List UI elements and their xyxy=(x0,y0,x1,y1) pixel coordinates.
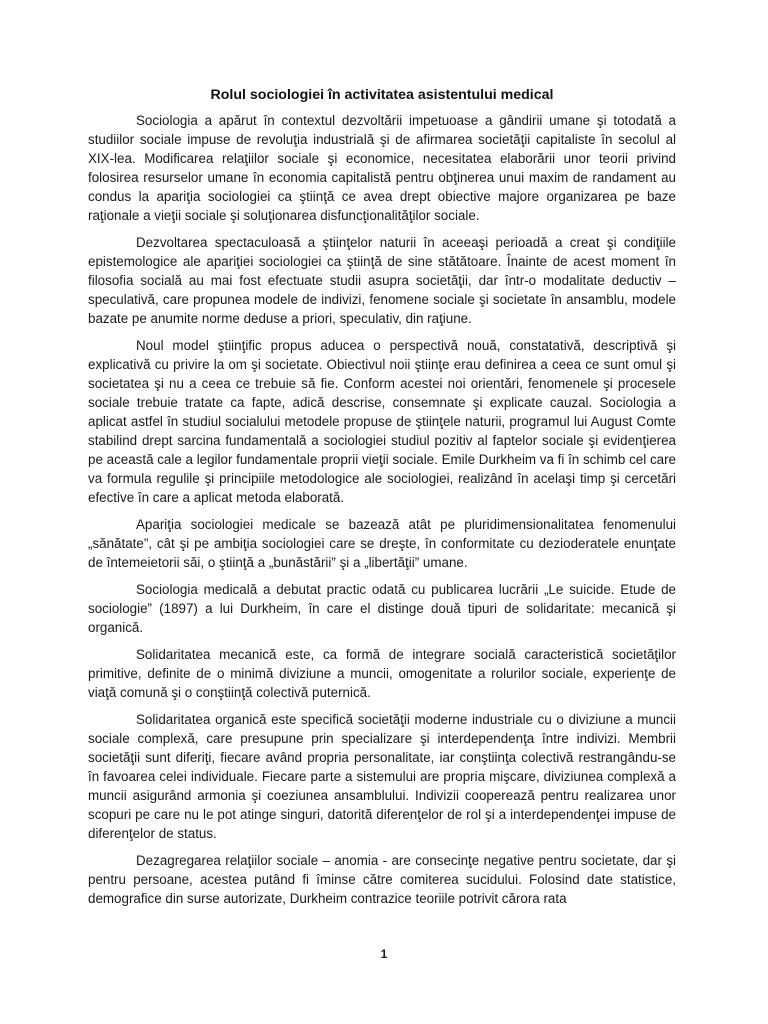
document-title: Rolul sociologiei în activitatea asistentului medical xyxy=(210,87,554,103)
document-body xyxy=(88,86,676,916)
page-number: 1 xyxy=(380,947,388,961)
paragraph-8: Dezagregarea relaţiilor sociale – anomia - are consecinţe negative pentru societate, dar şi pentru persoane, acestea putând fi îminse către comiterea sucidului. Folosind date statistice, demografice din surse autorizate, Durkheim contrazice teoriile potrivit cărora rata xyxy=(88,853,676,906)
paragraph-7: Solidaritatea organică este specifică societăţii moderne industriale cu o diviziune a muncii sociale complexă, care presupune prin specializare şi interdependenţa între indivizi. Membrii societăţii sunt diferiţi, fiecare având propria personalitate, iar conştiinţa colectivă restrangându-se în favoarea celei individuale. Fiecare parte a sistemului are propria mişcare, diviziunea complexă a muncii asigurând armonia şi coeziunea ansamblului. Indivizii cooperează pentru realizarea unor scopuri pe care nu le pot atinge singuri, datorită diferenţelor de rol şi a interdependenţei impuse de diferenţelor de status. xyxy=(88,712,676,841)
paragraph-6: Solidaritatea mecanică este, ca formă de integrare socială caracteristică societăţilor primitive, definite de o minimă diviziune a muncii, omogenitate a rolurilor sociale, experienţe de viaţă comună şi o conştiinţă colectivă puternică. xyxy=(88,647,676,700)
paragraph-5: Sociologia medicală a debutat practic odată cu publicarea lucrării „Le suicide. Etude de sociologie” (1897) a lui Durkheim, în care el distinge două tipuri de solidaritate: mecanică şi organică. xyxy=(88,582,676,635)
paragraph-1: Sociologia a apărut în contextul dezvoltării impetuoase a gândirii umane şi totodată a studiilor sociale impuse de revoluţia industrială şi de afirmarea societăţii capitaliste în secolul al XIX-lea. Modificarea relaţiilor sociale şi economice, necesitatea elaborării unor teorii privind folosirea resurselor umane în economia capitalistă pentru obţinerea unui maxim de randament au condus la apariţia sociologiei ca ştiinţă ce avea drept obiective majore organizarea pe baze raţionale a vieţii sociale şi soluţionarea disfuncţionalităţilor sociale. xyxy=(88,113,676,223)
paragraph-2: Dezvoltarea spectaculoasă a ştiinţelor naturii în aceeaşi perioadă a creat şi condiţiile epistemologice ale apariţiei sociologiei ca ştiinţă de sine stătătoare. Înainte de acest moment în filosofia socială au mai fost efectuate studii asupra societăţii, dar într-o modalitate deductiv – speculativă, care propunea modele de indivizi, fenomene sociale şi societate în ansamblu, modele bazate pe anumite norme deduse a priori, speculativ, din raţiune. xyxy=(88,235,676,326)
paragraph-3: Noul model ştiinţific propus aducea o perspectivă nouă, constatativă, descriptivă şi explicativă cu privire la om şi societate. Obiectivul noii ştiinţe erau definirea a ceea ce sunt omul şi societatea şi nu a ceea ce trebuie să fie. Conform acestei noi orientări, fenomenele şi procesele sociale trebuie tratate ca fapte, adică descrise, consemnate şi explicate cauzal. Sociologia a aplicat astfel în studiul socialului metodele propuse de ştiinţele naturii, programul lui August Comte stabilind drept sarcina fundamentală a sociologiei studiul pozitiv al faptelor sociale şi evidenţierea pe această cale a legilor fundamentale proprii vieţii sociale. Emile Durkheim va fi în schimb cel care va formula regulile şi principiile metodologice ale sociologiei, realizând în acelaşi timp şi cercetări efective în care a aplicat metoda elaborată. xyxy=(88,338,676,505)
paragraph-4: Apariţia sociologiei medicale se bazează atât pe pluridimensionalitatea fenomenului „sănătate”, cât şi pe ambiţia sociologiei care se dreşte, în conformitate cu dezioderatele enunţate de întemeietorii săi, o ştiinţă a „bunăstării” şi a „libertăţii” umane. xyxy=(88,517,676,570)
